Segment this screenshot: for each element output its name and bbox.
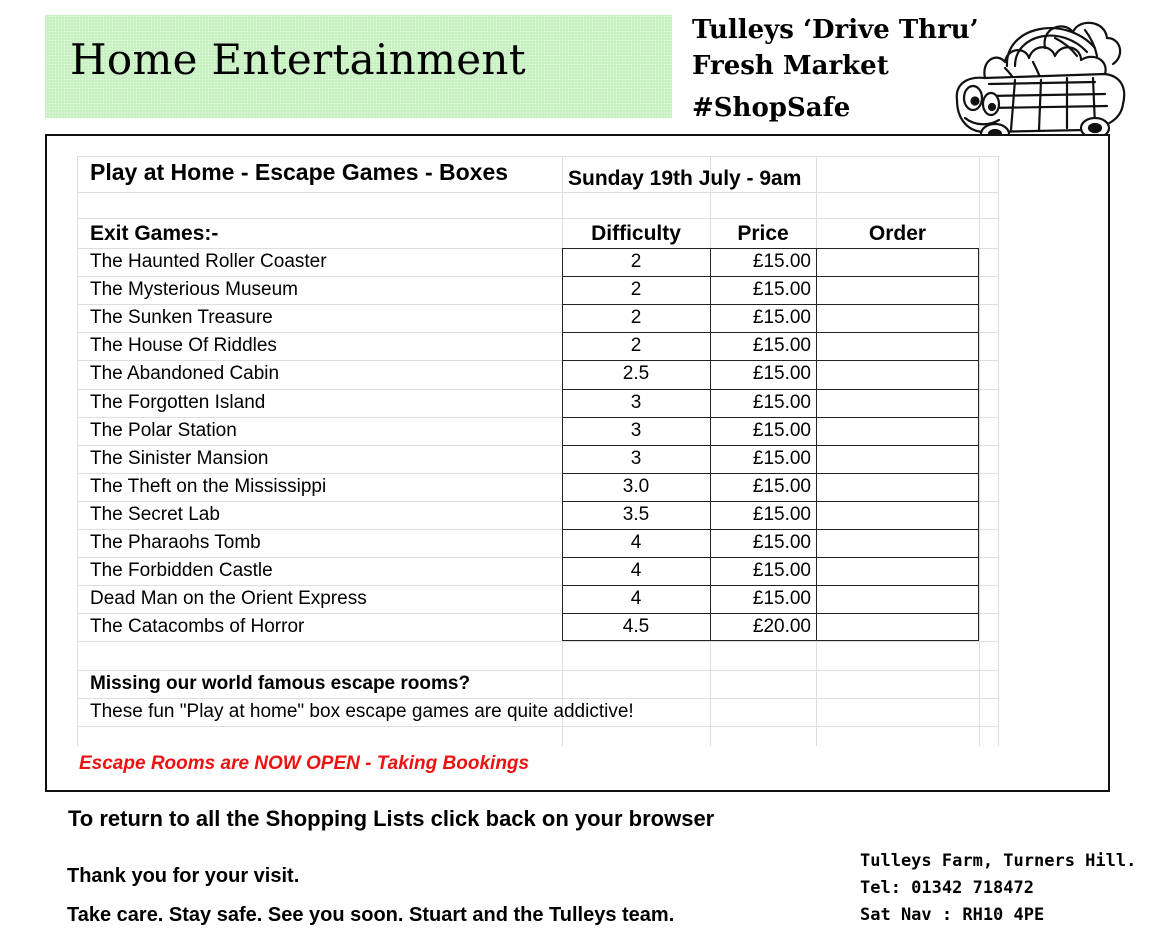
address-line: Tulleys Farm, Turners Hill. bbox=[860, 851, 1137, 871]
game-difficulty: 2 bbox=[630, 335, 642, 357]
game-difficulty: 3 bbox=[630, 447, 642, 469]
game-name: The Secret Lab bbox=[90, 503, 220, 525]
order-quantity-cell[interactable] bbox=[817, 558, 977, 584]
grid-row-line bbox=[77, 218, 999, 219]
grid-row-line bbox=[77, 156, 999, 157]
game-name: The Mysterious Museum bbox=[90, 279, 299, 301]
order-quantity-cell[interactable] bbox=[817, 333, 977, 359]
order-quantity-cell[interactable] bbox=[817, 474, 977, 500]
order-quantity-cell[interactable] bbox=[817, 249, 977, 275]
game-price: £15.00 bbox=[752, 560, 811, 582]
game-name: The Pharaohs Tomb bbox=[90, 532, 261, 553]
order-quantity-cell[interactable] bbox=[817, 305, 977, 331]
game-name: Dead Man on the Orient Express bbox=[90, 588, 367, 610]
sheet-title: Play at Home - Escape Games - Boxes bbox=[90, 159, 509, 185]
game-difficulty: 3 bbox=[630, 419, 642, 441]
order-quantity-cell[interactable] bbox=[817, 446, 977, 472]
game-difficulty: 3 bbox=[630, 391, 642, 413]
order-quantity-cell[interactable] bbox=[817, 277, 977, 303]
game-difficulty: 4 bbox=[630, 560, 642, 582]
game-difficulty: 2 bbox=[630, 251, 642, 272]
brand-hashtag: #ShopSafe bbox=[692, 93, 851, 123]
game-price: £15.00 bbox=[752, 307, 811, 329]
game-price: £15.00 bbox=[752, 363, 811, 385]
game-name: The Forgotten Island bbox=[90, 391, 266, 413]
column-header-price: Price bbox=[737, 222, 789, 245]
grid-row-line bbox=[77, 670, 999, 671]
note-heading: Missing our world famous escape rooms? bbox=[90, 673, 471, 694]
game-price: £15.00 bbox=[752, 335, 811, 357]
order-quantity-cell[interactable] bbox=[817, 530, 977, 556]
game-price: £15.00 bbox=[752, 532, 811, 553]
game-price: £15.00 bbox=[752, 279, 811, 301]
game-name: The Sinister Mansion bbox=[90, 447, 269, 469]
game-price: £15.00 bbox=[752, 503, 811, 525]
game-name: The Theft on the Mississippi bbox=[90, 475, 327, 497]
game-name: The Haunted Roller Coaster bbox=[90, 251, 327, 272]
game-name: The Abandoned Cabin bbox=[90, 363, 280, 385]
back-instruction: To return to all the Shopping Lists click back on your browser bbox=[68, 806, 715, 831]
grid-row-line bbox=[77, 641, 999, 642]
game-price: £15.00 bbox=[752, 447, 811, 469]
game-difficulty: 3.5 bbox=[622, 503, 650, 525]
column-header-games: Exit Games:- bbox=[90, 222, 219, 245]
grid-column-line bbox=[998, 156, 999, 746]
order-quantity-cell[interactable] bbox=[817, 418, 977, 444]
game-difficulty: 4.5 bbox=[622, 616, 650, 638]
grid-column-line bbox=[979, 156, 980, 746]
shopping-basket-car-icon bbox=[945, 8, 1130, 148]
game-price: £15.00 bbox=[752, 419, 811, 441]
brand-name: Tulleys ‘Drive Thru’ bbox=[692, 15, 979, 45]
column-header-difficulty: Difficulty bbox=[591, 222, 681, 245]
page-title: Home Entertainment bbox=[70, 35, 526, 84]
grid-row-line bbox=[77, 698, 999, 699]
game-difficulty: 4 bbox=[630, 532, 642, 553]
satnav-line: Sat Nav : RH10 4PE bbox=[860, 905, 1045, 925]
column-header-order: Order bbox=[868, 222, 927, 245]
order-quantity-cell[interactable] bbox=[817, 390, 977, 416]
grid-column-line bbox=[77, 156, 78, 746]
game-name: The Forbidden Castle bbox=[90, 560, 273, 582]
game-price: £15.00 bbox=[752, 391, 811, 413]
signoff-message: Take care. Stay safe. See you soon. Stuart and the Tulleys team. bbox=[67, 904, 675, 926]
grid-row-line bbox=[77, 192, 999, 193]
game-price: £20.00 bbox=[752, 616, 811, 638]
game-difficulty: 4 bbox=[630, 588, 642, 610]
game-name: The Catacombs of Horror bbox=[90, 616, 305, 638]
game-name: The Sunken Treasure bbox=[90, 307, 273, 329]
order-quantity-cell[interactable] bbox=[817, 586, 977, 612]
game-difficulty: 2.5 bbox=[622, 363, 650, 385]
order-quantity-cell[interactable] bbox=[817, 614, 977, 640]
title-banner bbox=[45, 15, 672, 118]
game-price: £15.00 bbox=[752, 475, 811, 497]
game-difficulty: 2 bbox=[630, 279, 642, 301]
announcement-text: Escape Rooms are NOW OPEN - Taking Bookings bbox=[79, 753, 530, 774]
order-quantity-cell[interactable] bbox=[817, 502, 977, 528]
game-price: £15.00 bbox=[752, 588, 811, 610]
order-quantity-cell[interactable] bbox=[817, 361, 977, 387]
note-text: These fun "Play at home" box escape games are quite addictive! bbox=[90, 701, 634, 722]
brand-subtitle: Fresh Market bbox=[692, 51, 889, 81]
phone-line: Tel: 01342 718472 bbox=[860, 878, 1034, 898]
game-name: The House Of Riddles bbox=[90, 335, 277, 357]
sheet-date: Sunday 19th July - 9am bbox=[568, 167, 802, 190]
thanks-message: Thank you for your visit. bbox=[67, 865, 300, 887]
game-name: The Polar Station bbox=[90, 419, 237, 441]
order-sheet-panel bbox=[45, 134, 1110, 792]
game-price: £15.00 bbox=[752, 251, 811, 272]
game-difficulty: 2 bbox=[630, 307, 642, 329]
grid-row-line bbox=[77, 726, 999, 727]
game-difficulty: 3.0 bbox=[622, 475, 650, 497]
